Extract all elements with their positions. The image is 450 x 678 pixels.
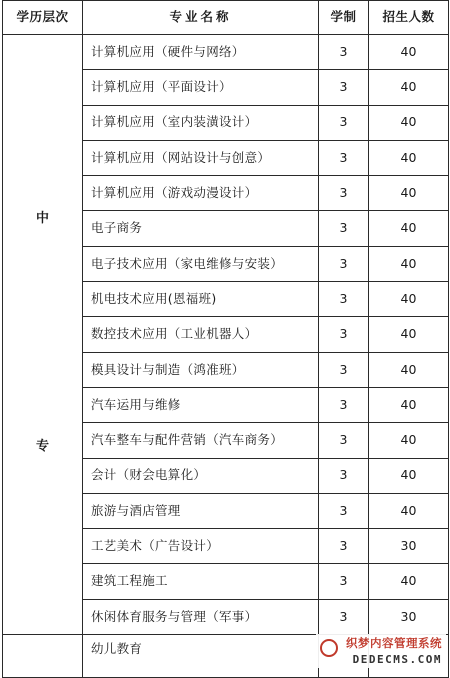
watermark-logo-icon: [320, 639, 338, 657]
major-name: 汽车整车与配件营销（汽车商务）: [83, 423, 319, 458]
major-name: 计算机应用（网站设计与创意）: [83, 140, 319, 175]
major-name: 计算机应用（平面设计）: [83, 70, 319, 105]
level-cell-secondary-vocational: [3, 35, 83, 635]
header-major: 专业名称: [83, 1, 319, 35]
header-quota: 招生人数: [369, 1, 449, 35]
major-name: 旅游与酒店管理: [83, 493, 319, 528]
major-name: 数控技术应用（工业机器人）: [83, 317, 319, 352]
major-name: 电子商务: [83, 211, 319, 246]
table-row: [3, 35, 449, 70]
quota: 40: [369, 211, 449, 246]
header-level: 学历层次: [3, 1, 83, 35]
level-cell-next: [3, 635, 83, 678]
quota: 40: [369, 387, 449, 422]
quota: 40: [369, 105, 449, 140]
major-name: 计算机应用（游戏动漫设计）: [83, 176, 319, 211]
duration: 3: [319, 493, 369, 528]
major-name: 会计（财会电算化）: [83, 458, 319, 493]
major-name: 电子技术应用（家电维修与安装）: [83, 246, 319, 281]
quota: 30: [369, 529, 449, 564]
duration: 3: [319, 423, 369, 458]
enrollment-table: [2, 0, 449, 678]
quota: 40: [369, 564, 449, 599]
quota: 40: [369, 423, 449, 458]
duration: 3: [319, 458, 369, 493]
duration: 3: [319, 599, 369, 634]
duration: 3: [319, 105, 369, 140]
duration: 3: [319, 176, 369, 211]
quota: 40: [369, 246, 449, 281]
quota: 40: [369, 458, 449, 493]
quota: 30: [369, 599, 449, 634]
major-name: 模具设计与制造（鸿准班）: [83, 352, 319, 387]
duration: 3: [319, 211, 369, 246]
duration: 3: [319, 282, 369, 317]
duration: 3: [319, 35, 369, 70]
major-name: 工艺美术（广告设计）: [83, 529, 319, 564]
duration: 3: [319, 352, 369, 387]
duration: 3: [319, 140, 369, 175]
major-name: 机电技术应用(恩福班): [83, 282, 319, 317]
major-name: 计算机应用（室内装潢设计）: [83, 105, 319, 140]
quota: 40: [369, 352, 449, 387]
major-name: 汽车运用与维修: [83, 387, 319, 422]
major-name: 建筑工程施工: [83, 564, 319, 599]
watermark-title: 织梦内容管理系统: [346, 636, 442, 650]
duration: 3: [319, 317, 369, 352]
header-row: [3, 1, 449, 35]
watermark-domain: DEDECMS.COM: [352, 653, 442, 666]
quota: 40: [369, 35, 449, 70]
major-name: 计算机应用（硬件与网络）: [83, 35, 319, 70]
duration: 3: [319, 564, 369, 599]
quota: 40: [369, 140, 449, 175]
header-duration: 学制: [319, 1, 369, 35]
duration: 3: [319, 387, 369, 422]
quota: 40: [369, 282, 449, 317]
quota: 40: [369, 493, 449, 528]
major-name: 幼儿教育: [83, 635, 319, 678]
duration: 3: [319, 70, 369, 105]
level-char-zhuan: 专: [35, 439, 49, 454]
major-name: 休闲体育服务与管理（军事）: [83, 599, 319, 634]
quota: 40: [369, 176, 449, 211]
quota: 40: [369, 70, 449, 105]
site-watermark: [316, 634, 446, 668]
duration: 3: [319, 529, 369, 564]
quota: 40: [369, 317, 449, 352]
level-char-zhong: 中: [35, 211, 49, 226]
duration: 3: [319, 246, 369, 281]
